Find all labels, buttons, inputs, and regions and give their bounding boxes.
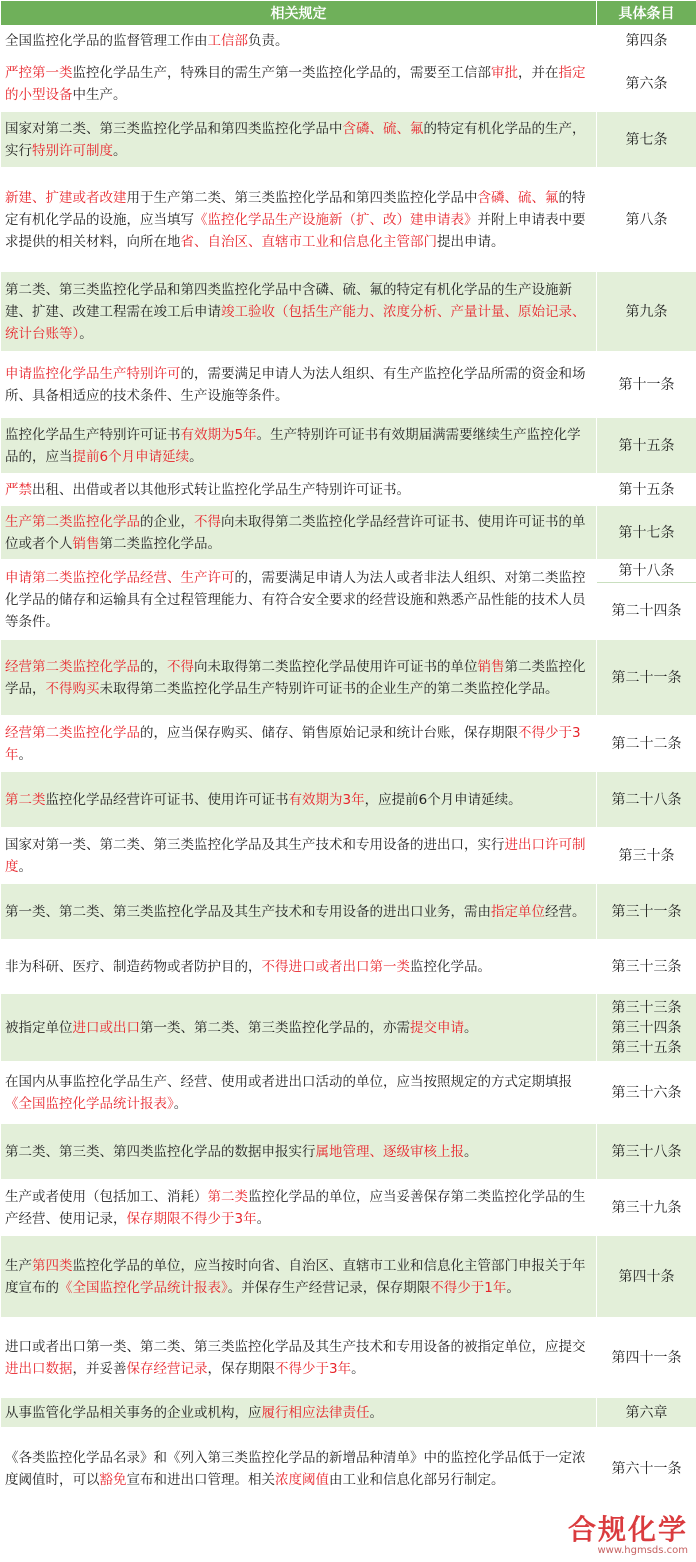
- plain-text: 。并保存生产经营记录，保存期限: [227, 1279, 431, 1296]
- regulation-text: [1, 1398, 597, 1428]
- article-ref-item: 第二十二条: [611, 735, 682, 752]
- highlighted-text: 含磷、硫、氟: [342, 120, 424, 137]
- article-ref: [597, 560, 696, 640]
- highlighted-text: 审批: [491, 64, 518, 81]
- highlighted-text: 销售: [72, 535, 100, 552]
- table-row: [1, 640, 696, 716]
- article-ref-item: 第三十三条: [611, 958, 682, 975]
- article-ref-item: 第六条: [625, 75, 668, 92]
- highlighted-text: 进口或出口: [72, 1019, 140, 1036]
- regulation-text: [1, 168, 597, 272]
- article-ref: [597, 474, 696, 506]
- plain-text: 生产或者使用（包括加工、消耗）: [5, 1188, 208, 1205]
- plain-text: ，并在: [518, 64, 559, 81]
- highlighted-text: 销售: [477, 658, 505, 675]
- article-ref: [597, 1124, 696, 1180]
- plain-text: 。: [464, 1019, 478, 1036]
- plain-text: 第二类、第三类监控化学品和第四类监控化学品中含磷、硫、氟的特定有机化学品的生产设施新建、扩建、改建工程需在竣工后申请: [5, 281, 572, 320]
- article-ref-item: 第十八条: [597, 560, 696, 583]
- article-ref: [597, 940, 696, 994]
- plain-text: 经营。: [545, 903, 586, 920]
- article-ref-item: 第三十五条: [611, 1039, 682, 1056]
- article-ref: [597, 112, 696, 168]
- table-row: [1, 168, 696, 272]
- highlighted-text: 进出口许可制度: [5, 836, 586, 875]
- plain-text: 的特定有机化学品的生产，实行: [5, 120, 586, 159]
- regulation-text: [1, 474, 597, 506]
- highlighted-text: 提交申请: [410, 1019, 464, 1036]
- header-regulation: 相关规定: [1, 1, 597, 26]
- article-ref: [597, 1180, 696, 1236]
- regulation-text: [1, 1180, 597, 1236]
- regulation-text: [1, 418, 597, 474]
- regulation-text: [1, 560, 597, 640]
- plain-text: 。: [113, 142, 127, 159]
- article-ref: [597, 884, 696, 940]
- article-ref: [597, 56, 696, 112]
- regulation-text: [1, 828, 597, 884]
- article-ref-item: 第三十九条: [611, 1199, 682, 1216]
- article-ref: [597, 1318, 696, 1398]
- highlighted-text: 申请第二类监控化学品经营、生产许可: [5, 569, 235, 586]
- highlighted-text: 第四类: [32, 1257, 73, 1274]
- article-ref-item: 第四十一条: [611, 1349, 682, 1366]
- plain-text: 被指定单位: [5, 1019, 73, 1036]
- highlighted-text: 有效期为5年: [180, 426, 257, 443]
- article-ref-item: 第二十四条: [611, 603, 682, 619]
- regulation-text: [1, 640, 597, 716]
- plain-text: 的，需要满足申请人为法人组织、有生产监控化学品所需的资金和场所、具备相适应的技术条件、生产设施等条件。: [5, 365, 586, 404]
- highlighted-text: 经营第二类监控化学品: [5, 724, 140, 741]
- watermark-url: www.hgmsds.com: [597, 1545, 688, 1556]
- plain-text: 第一类、第二类、第三类监控化学品及其生产技术和专用设备的进出口业务，需由: [5, 903, 491, 920]
- highlighted-text: 竣工验收（包括生产能力、浓度分析、产量计量、原始记录、统计台账等）: [5, 303, 586, 342]
- regulation-text: [1, 56, 597, 112]
- highlighted-text: 指定的小型设备: [5, 64, 586, 103]
- plain-text: 。: [351, 1360, 365, 1377]
- plain-text: 由工业和信息化部另行制定。: [329, 1471, 505, 1488]
- plain-text: 国家对第二类、第三类监控化学品和第四类监控化学品中: [5, 120, 343, 137]
- highlighted-text: 不得购买: [45, 680, 100, 697]
- plain-text: 向未取得第二类监控化学品经营许可证书、使用许可证书的单位或者个人: [5, 513, 586, 552]
- plain-text: 第二类、第三类、第四类监控化学品的数据申报实行: [5, 1143, 316, 1160]
- regulation-text: [1, 352, 597, 418]
- article-ref-item: 第三十一条: [611, 903, 682, 920]
- highlighted-text: 工信部: [207, 32, 248, 49]
- article-ref-item: 第三十三条: [611, 999, 682, 1016]
- highlighted-text: 有效期为3年: [288, 791, 365, 808]
- highlighted-text: 《全国监控化学品统计报表》: [5, 1095, 174, 1112]
- plain-text: 的特定有机化学品的设施，应当填写: [5, 189, 586, 228]
- table-row: [1, 772, 696, 828]
- table-row: [1, 884, 696, 940]
- regulation-text: [1, 716, 597, 772]
- plain-text: 《各类监控化学品名录》和《列入第三类监控化学品的新增品种清单》中的监控化学品低于一定浓度阈值时，可以: [5, 1449, 586, 1488]
- article-ref-item: 第七条: [625, 131, 668, 148]
- plain-text: 中生产。: [72, 86, 127, 103]
- plain-text: 非为科研、医疗、制造药物或者防护目的，: [5, 958, 262, 975]
- article-ref-item: 第九条: [625, 303, 668, 320]
- highlighted-text: 第二类: [5, 791, 46, 808]
- article-ref: [597, 26, 696, 56]
- highlighted-text: 不得: [194, 513, 221, 530]
- highlighted-text: 第二类: [207, 1188, 248, 1205]
- plain-text: 。: [79, 325, 93, 342]
- plain-text: 。: [369, 1404, 383, 1421]
- table-row: [1, 1398, 696, 1428]
- plain-text: 。: [18, 858, 32, 875]
- table-row: [1, 940, 696, 994]
- plain-text: 国家对第一类、第二类、第三类监控化学品及其生产技术和专用设备的进出口，实行: [5, 836, 505, 853]
- plain-text: 出租、出借或者以其他形式转让监控化学品生产特别许可证书。: [32, 481, 410, 498]
- plain-text: 在国内从事监控化学品生产、经营、使用或者进出口活动的单位，应当按照规定的方式定期填报: [5, 1073, 572, 1090]
- plain-text: 负责。: [248, 32, 289, 49]
- table-row: [1, 994, 696, 1062]
- plain-text: 进口或者出口第一类、第二类、第三类监控化学品及其生产技术和专用设备的被指定单位，应提交: [5, 1338, 586, 1355]
- article-ref-item: 第八条: [625, 211, 668, 228]
- table-row: [1, 1062, 696, 1124]
- table-row: [1, 26, 696, 56]
- article-ref-item: 第三十六条: [611, 1084, 682, 1101]
- plain-text: 。生产特别许可证书有效期届满需要继续生产监控化学品的，应当: [5, 426, 581, 465]
- article-ref-item: 第六十一条: [611, 1460, 682, 1477]
- plain-text: 向未取得第二类监控化学品使用许可证书的单位: [194, 658, 478, 675]
- article-ref: [597, 716, 696, 772]
- plain-text: 监控化学品生产特别许可证书: [5, 426, 181, 443]
- article-ref: [597, 352, 696, 418]
- table-row: [1, 828, 696, 884]
- regulation-text: [1, 112, 597, 168]
- plain-text: 。: [18, 746, 32, 763]
- article-ref: [597, 828, 696, 884]
- article-ref: [597, 506, 696, 560]
- plain-text: 监控化学品的单位，应当妥善保存第二类监控化学品的生产经营、使用记录，: [5, 1188, 586, 1227]
- plain-text: ，并妥善: [72, 1360, 127, 1377]
- plain-text: 监控化学品生产，特殊目的需生产第一类监控化学品的，需要至工信部: [72, 64, 491, 81]
- plain-text: 。: [506, 1279, 520, 1296]
- highlighted-text: 《全国监控化学品统计报表》: [59, 1279, 228, 1296]
- plain-text: 。: [173, 1095, 188, 1112]
- table-row: [1, 112, 696, 168]
- plain-text: 从事监管化学品相关事务的企业或机构，应: [5, 1404, 262, 1421]
- plain-text: ，应提前6个月申请延续。: [364, 791, 522, 808]
- table-row: [1, 716, 696, 772]
- regulation-text: [1, 1124, 597, 1180]
- highlighted-text: 新建、扩建或者改建: [5, 189, 127, 206]
- highlighted-text: 浓度阈值: [275, 1471, 329, 1488]
- regulation-text: [1, 994, 597, 1062]
- table-row: [1, 1318, 696, 1398]
- article-ref-item: 第十五条: [618, 481, 675, 498]
- article-ref-item: 第四十条: [618, 1268, 675, 1285]
- table-row: [1, 1180, 696, 1236]
- plain-text: 。: [256, 1210, 271, 1227]
- plain-text: 监控化学品的单位，应当按时向省、自治区、直辖市工业和信息化主管部门申报关于年度宣布的: [5, 1257, 586, 1296]
- regulation-text: [1, 940, 597, 994]
- article-ref: [597, 640, 696, 716]
- article-ref: [597, 1398, 696, 1428]
- article-ref-item: 第三十四条: [611, 1019, 682, 1036]
- article-ref-item: 第三十八条: [611, 1143, 682, 1160]
- plain-text: 生产: [5, 1257, 32, 1274]
- plain-text: 的，应当保存购买、储存、销售原始记录和统计台账，保存期限: [140, 724, 518, 741]
- regulation-text: [1, 1428, 597, 1510]
- plain-text: 第一类、第二类、第三类监控化学品的，亦需: [140, 1019, 410, 1036]
- highlighted-text: 不得少于3年: [275, 1360, 352, 1377]
- highlighted-text: 保存期限不得少于3年: [126, 1210, 257, 1227]
- plain-text: 的，: [140, 658, 167, 675]
- watermark-logo: [568, 1515, 688, 1556]
- regulation-text: [1, 1318, 597, 1398]
- highlighted-text: 不得少于3年: [5, 724, 581, 763]
- highlighted-text: 指定单位: [491, 903, 545, 920]
- plain-text: 第二类监控化学品，: [5, 658, 586, 697]
- highlighted-text: 经营第二类监控化学品: [5, 658, 140, 675]
- highlighted-text: 严控第一类: [5, 64, 73, 81]
- highlighted-text: 申请监控化学品生产特别许可: [5, 365, 181, 382]
- highlighted-text: 履行相应法律责任: [261, 1404, 370, 1421]
- highlighted-text: 保存经营记录: [126, 1360, 208, 1377]
- article-ref-item: 第二十一条: [611, 669, 682, 686]
- regulation-text: [1, 26, 597, 56]
- highlighted-text: 属地管理、逐级审核上报: [315, 1143, 464, 1160]
- highlighted-text: 省、自治区、直辖市工业和信息化主管部门: [180, 233, 437, 250]
- plain-text: 。: [189, 448, 203, 465]
- table-row: [1, 272, 696, 352]
- highlighted-text: 提前6个月申请延续: [72, 448, 190, 465]
- article-ref-item: 第三十条: [618, 847, 675, 864]
- table-row: [1, 560, 696, 640]
- highlighted-text: 严禁: [5, 481, 32, 498]
- article-ref: [597, 772, 696, 828]
- article-ref: [597, 994, 696, 1062]
- article-ref-item: 第六章: [625, 1404, 668, 1421]
- header-article: 具体条目: [597, 1, 696, 26]
- table-row: [1, 1428, 696, 1510]
- table-row: [1, 418, 696, 474]
- table-row: [1, 352, 696, 418]
- plain-text: 监控化学品。: [410, 958, 491, 975]
- article-ref-item: 第十一条: [618, 376, 675, 393]
- highlighted-text: 不得: [167, 658, 194, 675]
- table-body: [1, 26, 696, 1510]
- regulation-text: [1, 506, 597, 560]
- plain-text: ，保存期限: [207, 1360, 275, 1377]
- article-ref: [597, 1428, 696, 1510]
- regulation-text: [1, 272, 597, 352]
- plain-text: 用于生产第二类、第三类监控化学品和第四类监控化学品中: [126, 189, 478, 206]
- plain-text: 的企业，: [140, 513, 194, 530]
- plain-text: 并附上申请表中要求提供的相关材料，向所在地: [5, 211, 586, 250]
- regulation-text: [1, 1062, 597, 1124]
- regulation-text: [1, 1236, 597, 1318]
- article-ref: [597, 418, 696, 474]
- regulation-text: [1, 772, 597, 828]
- article-ref-item: 第四条: [625, 32, 668, 49]
- article-ref: [597, 168, 696, 272]
- plain-text: 未取得第二类监控化学品生产特别许可证书的企业生产的第二类监控化学品。: [99, 680, 559, 697]
- plain-text: 第二类监控化学品。: [99, 535, 221, 552]
- table-row: [1, 474, 696, 506]
- article-ref: [597, 1062, 696, 1124]
- table-row: [1, 506, 696, 560]
- highlighted-text: 含磷、硫、氟: [477, 189, 559, 206]
- highlighted-text: 不得进口或者出口第一类: [261, 958, 410, 975]
- table-row: [1, 1236, 696, 1318]
- article-ref-item: 第十五条: [618, 437, 675, 454]
- highlighted-text: 豁免: [99, 1471, 127, 1488]
- plain-text: 提出申请。: [437, 233, 505, 250]
- article-ref: [597, 272, 696, 352]
- highlighted-text: 进出口数据: [5, 1360, 73, 1377]
- table-row: [1, 1124, 696, 1180]
- article-ref-item: 第二十八条: [611, 791, 682, 808]
- plain-text: 宣布和进出口管理。相关: [126, 1471, 275, 1488]
- plain-text: 的，需要满足申请人为法人或者非法人组织、对第二类监控化学品的储存和运输具有全过程管理能力、有符合安全要求的经营设施和熟悉产品性能的技术人员等条件。: [5, 569, 586, 630]
- table-row: [1, 56, 696, 112]
- highlighted-text: 不得少于1年: [430, 1279, 507, 1296]
- regulation-text: [1, 884, 597, 940]
- article-ref-item: 第十七条: [618, 524, 675, 541]
- plain-text: 监控化学品经营许可证书、使用许可证书: [45, 791, 289, 808]
- article-ref: [597, 1236, 696, 1318]
- watermark-name: 合规化学: [567, 1513, 688, 1546]
- highlighted-text: 特别许可制度: [32, 142, 113, 159]
- highlighted-text: 《监控化学品生产设施新（扩、改）建申请表》: [194, 211, 478, 228]
- highlighted-text: 生产第二类监控化学品: [5, 513, 140, 530]
- plain-text: 。: [464, 1143, 478, 1160]
- plain-text: 全国监控化学品的监督管理工作由: [5, 32, 208, 49]
